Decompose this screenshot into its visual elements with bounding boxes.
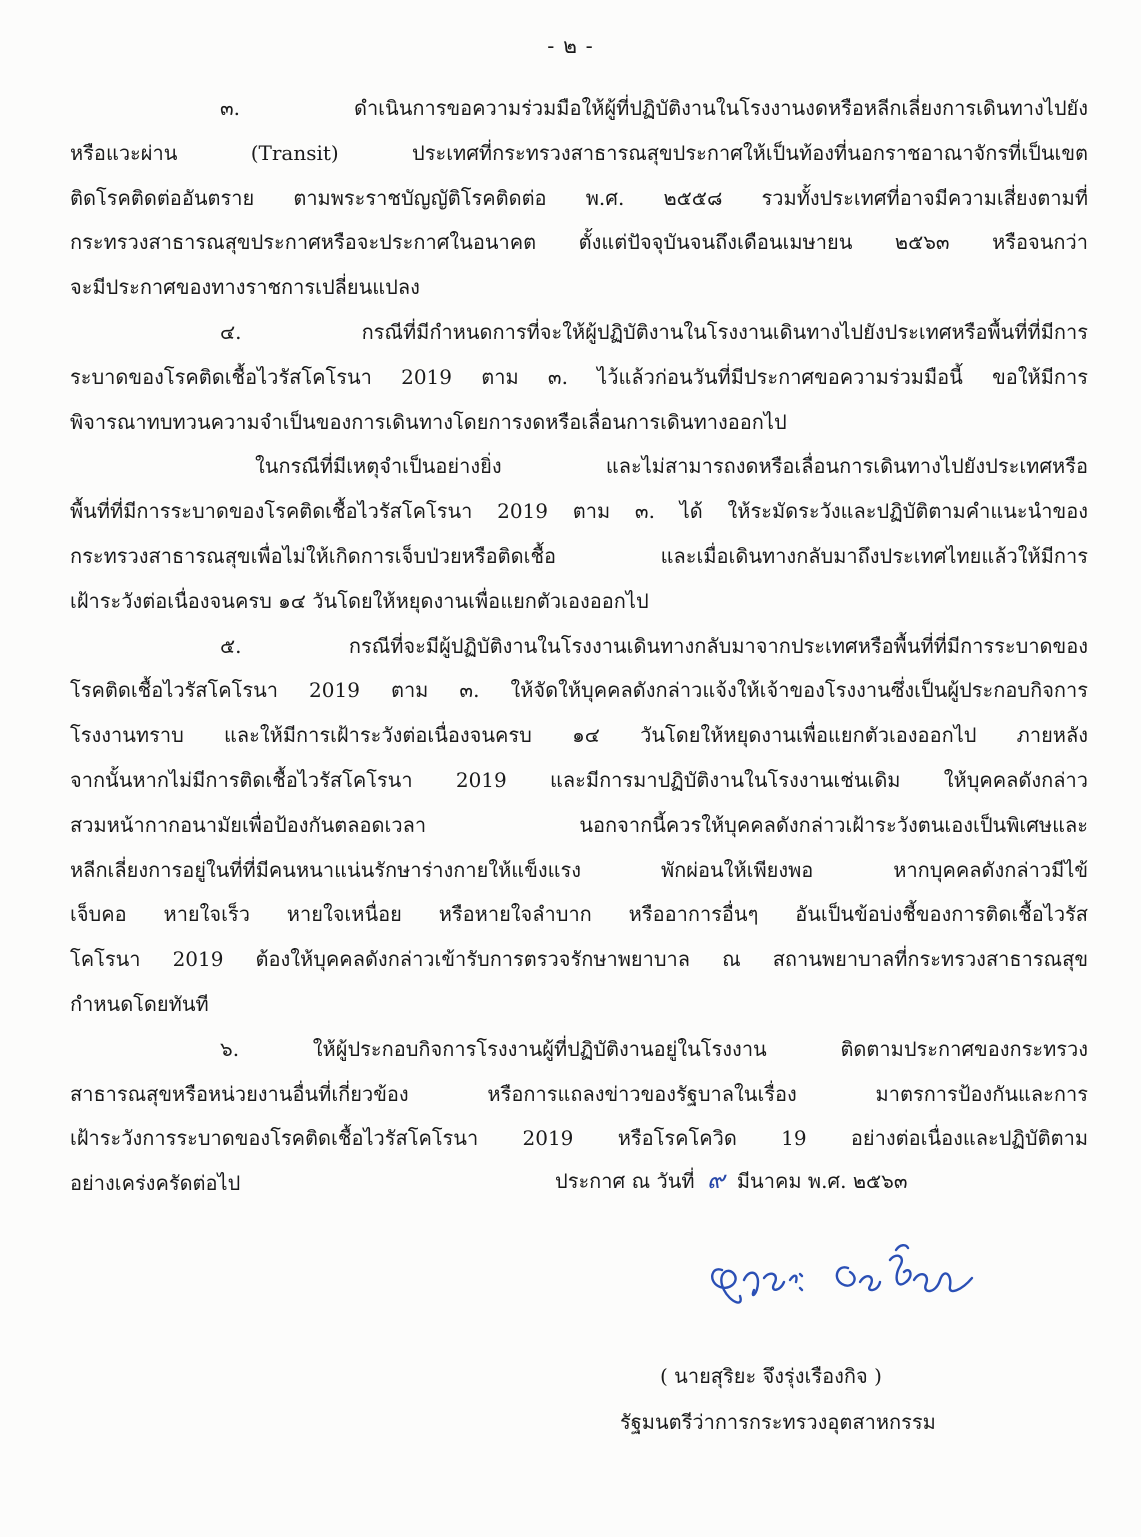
handwritten-signature [700,1230,990,1340]
text-line: เจ็บคอ หายใจเร็ว หายใจเหนื่อย หรือหายใจลำบาก หรืออาการอื่นๆ อันเป็นข้อบ่งชี้ของการติดเชื้อไวรัส [70,902,1088,927]
text-line: อย่างเคร่งครัดต่อไป [70,1171,241,1196]
text-line: ๕. กรณีที่จะมีผู้ปฏิบัติงานในโรงงานเดินทางกลับมาจากประเทศหรือพื้นที่ที่มีการระบาดของ [220,633,1088,658]
text-line: หลีกเลี่ยงการอยู่ในที่ที่มีคนหนาแน่นรักษาร่างกายให้แข็งแรง พักผ่อนให้เพียงพอ หากบุคคลดังกล่าวมีไข้ [70,857,1088,882]
paragraph-4 [70,310,1088,444]
text-line: กระทรวงสาธารณสุขประกาศหรือจะประกาศในอนาคต ตั้งแต่ปัจจุบันจนถึงเดือนเมษายน ๒๕๖๓ หรือจนกว่า [70,230,1088,255]
text-line: โคโรนา 2019 ต้องให้บุคคลดังกล่าวเข้ารับการตรวจรักษาพยาบาล ณ สถานพยาบาลที่กระทรวงสาธารณสุข [70,947,1088,972]
text-line: ระบาดของโรคติดเชื้อไวรัสโคโรนา 2019 ตาม ๓. ไว้แล้วก่อนวันที่มีประกาศขอความร่วมมือนี้ ขอให้มีการ [70,364,1088,389]
text-line: โรงงานทราบ และให้มีการเฝ้าระวังต่อเนื่องจนครบ ๑๔ วันโดยให้หยุดงานเพื่อแยกตัวเองออกไป ภายหลัง [70,723,1088,748]
text-line: สาธารณสุขหรือหน่วยงานอื่นที่เกี่ยวข้อง หรือการแถลงข่าวของรัฐบาลในเรื่อง มาตรการป้องกันและการ [70,1081,1088,1106]
text-line: กำหนดโดยทันที [70,991,209,1016]
paragraph-5 [70,624,1088,1027]
signer-name: ( นายสุริยะ จึงรุ่งเรืองกิจ ) [660,1364,882,1388]
text-line: กระทรวงสาธารณสุขเพื่อไม่ให้เกิดการเจ็บป่วยหรือติดเชื้อ และเมื่อเดินทางกลับมาถึงประเทศไทยแล้วให้มีการ [70,543,1088,568]
page-number: - ๒ - [547,34,594,58]
document-body [70,86,1088,1206]
text-line: พื้นที่ที่มีการระบาดของโรคติดเชื้อไวรัสโคโรนา 2019 ตาม ๓. ได้ ให้ระมัดระวังและปฏิบัติตามคำแนะนำของ [70,499,1088,524]
text-line: เฝ้าระวังต่อเนื่องจนครบ ๑๔ วันโดยให้หยุดงานเพื่อแยกตัวเองออกไป [70,588,649,613]
text-line: โรคติดเชื้อไวรัสโคโรนา 2019 ตาม ๓. ให้จัดให้บุคคลดังกล่าวแจ้งให้เจ้าของโรงงานซึ่งเป็นผู้ประกอบกิจการ [70,678,1088,703]
text-line: จะมีประกาศของทางราชการเปลี่ยนแปลง [70,275,420,300]
text-line: ๖. ให้ผู้ประกอบกิจการโรงงานผู้ที่ปฏิบัติงานอยู่ในโรงงาน ติดตามประกาศของกระทรวง [220,1036,1088,1061]
text-line: สวมหน้ากากอนามัยเพื่อป้องกันตลอดเวลา นอกจากนี้ควรให้บุคคลดังกล่าวเฝ้าระวังตนเองเป็นพิเศษและ [70,812,1088,837]
announcement-day: ๙ [706,1166,725,1194]
text-line: พิจารณาทบทวนความจำเป็นของการเดินทางโดยการงดหรือเลื่อนการเดินทางออกไป [70,409,787,434]
text-line: ติดโรคติดต่ออันตราย ตามพระราชบัญญัติโรคติดต่อ พ.ศ. ๒๕๕๘ รวมทั้งประเทศที่อาจมีความเสี่ยงตามที่ [70,185,1088,210]
paragraph-4-continued [70,444,1088,623]
text-line: ๔. กรณีที่มีกำหนดการที่จะให้ผู้ปฏิบัติงานในโรงงานเดินทางไปยังประเทศหรือพื้นที่ที่มีการ [220,319,1088,344]
text-line: หรือแวะผ่าน (Transit) ประเทศที่กระทรวงสาธารณสุขประกาศให้เป็นท้องที่นอกราชอาณาจักรที่เป็นเขต [70,140,1088,165]
announcement-prefix: ประกาศ ณ วันที่ [555,1169,695,1193]
signer-title: รัฐมนตรีว่าการกระทรวงอุตสาหกรรม [620,1410,936,1434]
announcement-month-year: มีนาคม พ.ศ. ๒๕๖๓ [736,1169,908,1193]
text-line: จากนั้นหากไม่มีการติดเชื้อไวรัสโคโรนา 2019 และมีการมาปฏิบัติงานในโรงงานเช่นเดิม ให้บุคคลดังกล่าว [70,767,1088,792]
text-line: เฝ้าระวังการระบาดของโรคติดเชื้อไวรัสโคโรนา 2019 หรือโรคโควิด 19 อย่างต่อเนื่องและปฏิบัติตาม [70,1126,1088,1151]
text-line: ๓. ดำเนินการขอความร่วมมือให้ผู้ที่ปฏิบัติงานในโรงงานงดหรือหลีกเลี่ยงการเดินทางไปยัง [220,96,1088,120]
announcement-date [555,1160,908,1199]
text-line: ในกรณีที่มีเหตุจำเป็นอย่างยิ่ง และไม่สามารถงดหรือเลื่อนการเดินทางไปยังประเทศหรือ [255,454,1088,479]
paragraph-3 [70,86,1088,310]
